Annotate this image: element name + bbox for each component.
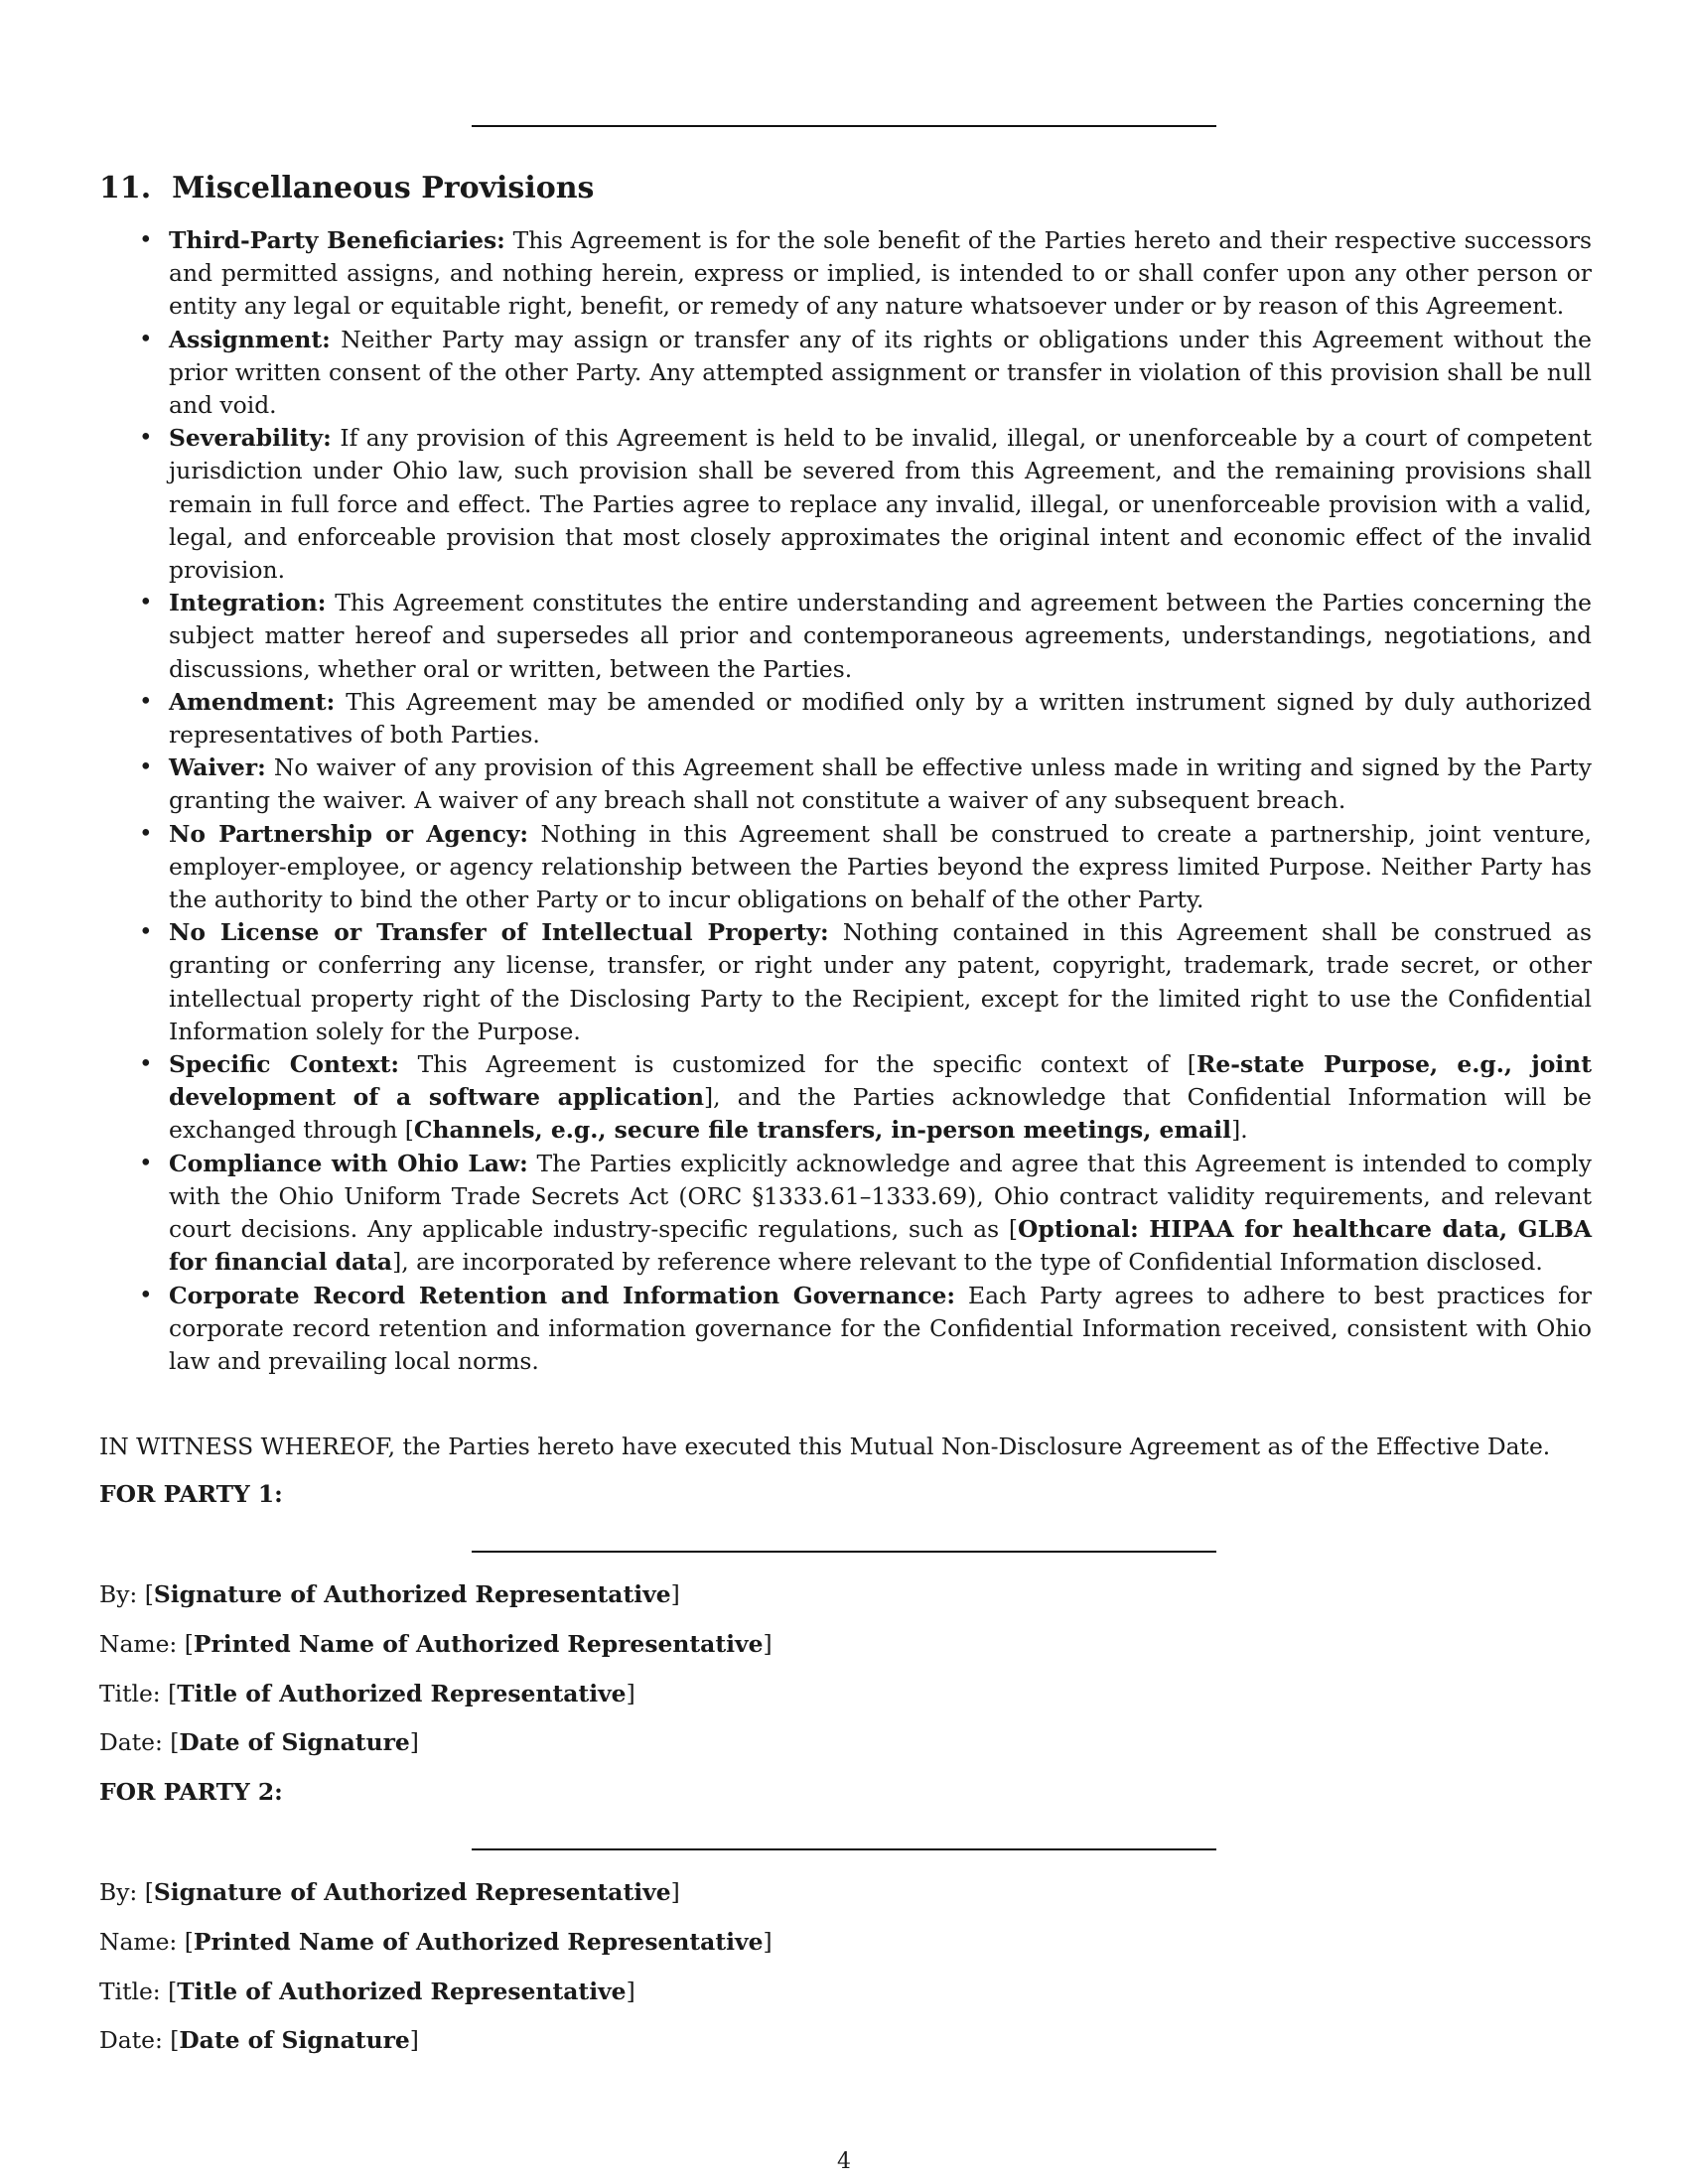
list-item bbox=[99, 422, 1592, 587]
list-item bbox=[99, 686, 1592, 751]
provision-text: This Agreement is customized for the specific context of [ bbox=[417, 1050, 1196, 1079]
provisions-list bbox=[99, 224, 1592, 1378]
bullet-icon: • bbox=[139, 754, 153, 781]
provision-label: Waiver: bbox=[169, 753, 266, 782]
list-item bbox=[99, 1280, 1592, 1379]
list-item bbox=[99, 324, 1592, 423]
provision-text: Neither Party may assign or transfer any of its rights or obligations under this Agreement without the prior written consent of the other Party. Any attempted assignment or transfer in violation of this provision shall be null and void. bbox=[169, 325, 1592, 420]
provision-label: Amendment: bbox=[169, 687, 336, 716]
provision-label: Third-Party Beneficiaries: bbox=[169, 226, 505, 254]
bullet-icon: • bbox=[139, 1150, 153, 1176]
bullet-icon: • bbox=[139, 820, 153, 847]
provision-text: ]. bbox=[1231, 1116, 1248, 1145]
provision-label: Compliance with Ohio Law: bbox=[169, 1149, 528, 1177]
section-heading bbox=[99, 169, 594, 208]
provision-text: This Agreement may be amended or modified only by a written instrument signed by duly authorized representatives of both Parties. bbox=[169, 687, 1593, 750]
party1-name: Name: [Printed Name of Authorized Representative] bbox=[99, 1630, 773, 1658]
provision-label: No License or Transfer of Intellectual Property: bbox=[169, 918, 829, 947]
section-title: Miscellaneous Provisions bbox=[172, 171, 595, 205]
provision-text: If any provision of this Agreement is held to be invalid, illegal, or unenforceable by a court of competent jurisdiction under Ohio law, such provision shall be severed from this Agreement, and the remaining provisions shall remain in full force and effect. The Parties agree to replace any invalid, illegal, or unenforceable provision with a valid, legal, and enforceable provision that most closely approximates the original intent and economic effect of the invalid provision. bbox=[169, 424, 1592, 585]
provision-text: ], are incorporated by reference where relevant to the type of Confidential Information disclosed. bbox=[392, 1248, 1543, 1277]
bullet-icon: • bbox=[139, 1282, 153, 1308]
provision-label: Severability: bbox=[169, 424, 332, 453]
list-item bbox=[99, 751, 1592, 817]
list-item bbox=[99, 818, 1592, 917]
provision-text: The Parties explicitly acknowledge and agree that this Agreement is intended to comply with the Ohio Uniform Trade Secrets Act (ORC §1333.61–1333.69), Ohio contract validity requirements, and relevant court decisions. Any applicable industry-specific regulations, such as [ bbox=[169, 1149, 1592, 1244]
party1-signature-line bbox=[472, 1551, 1216, 1553]
party1-title: Title: [Title of Authorized Representative] bbox=[99, 1680, 635, 1707]
party2-date: Date: [Date of Signature] bbox=[99, 2026, 419, 2054]
bullet-icon: • bbox=[139, 688, 153, 715]
list-item bbox=[99, 224, 1592, 324]
bullet-icon: • bbox=[139, 1051, 153, 1078]
provision-text: Each Party agrees to adhere to best practices for corporate record retention and information governance for the Confidential Information received, consistent with Ohio law and prevailing local norms. bbox=[169, 1281, 1592, 1375]
list-item bbox=[99, 1148, 1592, 1280]
party1-heading: FOR PARTY 1: bbox=[99, 1480, 283, 1508]
bullet-icon: • bbox=[139, 227, 153, 253]
party2-heading: FOR PARTY 2: bbox=[99, 1778, 283, 1806]
bullet-icon: • bbox=[139, 919, 153, 946]
provision-text: This Agreement is for the sole benefit of the Parties hereto and their respective successors and permitted assigns, and nothing herein, express or implied, is intended to or shall confer upon any other person or entity any legal or equitable right, benefit, or remedy of any nature whatsoever under or by reason of this Agreement. bbox=[169, 226, 1593, 321]
bullet-icon: • bbox=[139, 425, 153, 452]
party2-name: Name: [Printed Name of Authorized Representative] bbox=[99, 1928, 773, 1956]
provision-text: Nothing contained in this Agreement shall be construed as granting or conferring any license, transfer, or right under any patent, copyright, trademark, trade secret, or other intellectual property right of the Disclosing Party to the Recipient, except for the limited right to use the Confidential Information solely for the Purpose. bbox=[169, 918, 1593, 1045]
bullet-icon: • bbox=[139, 590, 153, 616]
list-item bbox=[99, 916, 1592, 1048]
party2-by: By: [Signature of Authorized Representative] bbox=[99, 1878, 680, 1906]
purpose-placeholder: Re-state Purpose, e.g., joint development of a software application bbox=[169, 1050, 1592, 1112]
party2-signature-line bbox=[472, 1848, 1216, 1850]
bullet-icon: • bbox=[139, 326, 153, 352]
provision-text: ], and the Parties acknowledge that Confidential Information will be exchanged through [ bbox=[169, 1083, 1593, 1145]
provision-label: No Partnership or Agency: bbox=[169, 819, 529, 848]
provision-text: No waiver of any provision of this Agreement shall be effective unless made in writing and signed by the Party granting the waiver. A waiver of any breach shall not constitute a waiver of any subsequent breach. bbox=[169, 753, 1592, 815]
channels-placeholder: Channels, e.g., secure file transfers, in-person meetings, email bbox=[413, 1116, 1232, 1145]
list-item bbox=[99, 587, 1592, 686]
top-rule bbox=[472, 125, 1216, 127]
provision-text: This Agreement constitutes the entire understanding and agreement between the Parties concerning the subject matter hereof and supersedes all prior and contemporaneous agreements, understandings, negotiations, and discussions, whether oral or written, between the Parties. bbox=[169, 589, 1592, 683]
party1-by: By: [Signature of Authorized Representative] bbox=[99, 1580, 680, 1608]
provision-label: Assignment: bbox=[169, 325, 331, 353]
party2-title: Title: [Title of Authorized Representative] bbox=[99, 1978, 635, 2005]
provision-label: Corporate Record Retention and Information Governance: bbox=[169, 1281, 956, 1309]
section-number: 11. bbox=[99, 171, 152, 205]
provision-text: Nothing in this Agreement shall be construed to create a partnership, joint venture, employer-employee, or agency relationship between the Parties beyond the express limited Purpose. Neither Party has the authority to bind the other Party or to incur obligations on behalf of the other Party. bbox=[169, 819, 1592, 914]
witness-statement: IN WITNESS WHEREOF, the Parties hereto have executed this Mutual Non-Disclosure Agreement as of the Effective Date. bbox=[99, 1433, 1551, 1460]
provision-label: Integration: bbox=[169, 589, 327, 617]
optional-placeholder: Optional: HIPAA for healthcare data, GLBA for financial data bbox=[169, 1215, 1593, 1277]
list-item bbox=[99, 1048, 1592, 1148]
provision-label: Specific Context: bbox=[169, 1050, 400, 1079]
page-number: 4 bbox=[837, 2149, 851, 2174]
party1-date: Date: [Date of Signature] bbox=[99, 1728, 419, 1756]
